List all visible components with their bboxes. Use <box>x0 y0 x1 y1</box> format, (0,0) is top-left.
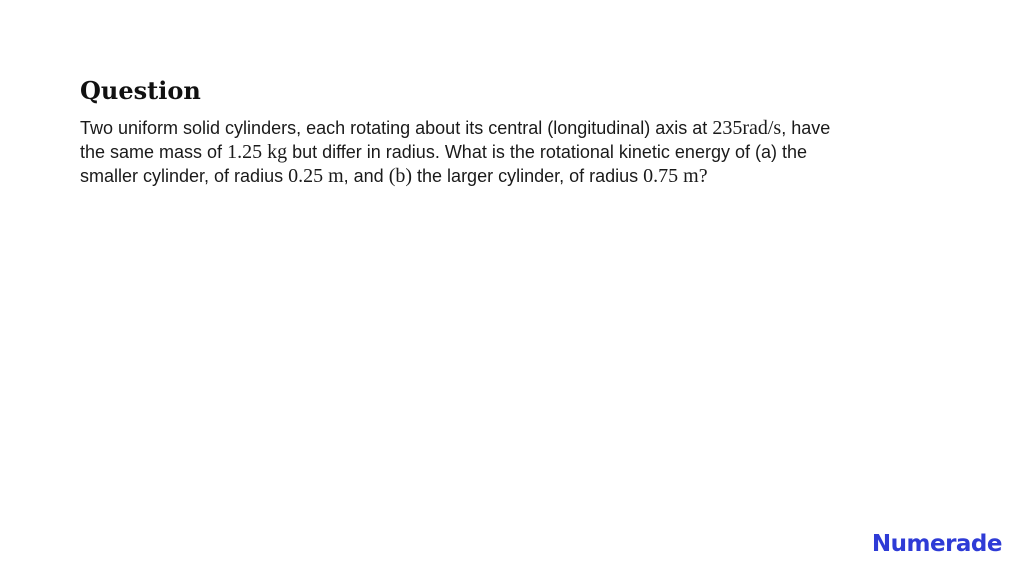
question-line-3 <box>80 164 940 188</box>
question-heading: Question <box>80 76 201 105</box>
question-text-segment: Two uniform solid cylinders, each rotating about its central (longitudinal) axis at <box>80 118 713 138</box>
question-text-segment: smaller cylinder, of radius <box>80 166 289 186</box>
question-text <box>80 116 940 188</box>
math-large-radius: 0.75 m <box>643 165 699 187</box>
math-small-radius: 0.25 m <box>288 165 344 187</box>
question-line-2 <box>80 140 940 164</box>
brand-name: Numerade <box>871 531 1002 557</box>
question-text-segment: but differ in radius. What is the rotational kinetic energy of (a) the <box>287 142 807 162</box>
math-angular-speed: 235rad/s <box>712 117 782 139</box>
question-text-segment: the same mass of <box>80 142 228 162</box>
question-text-segment: the larger cylinder, of radius <box>412 166 644 186</box>
question-line-1 <box>80 116 940 140</box>
question-text-segment: , and <box>343 166 389 186</box>
math-mass: 1.25 kg <box>227 141 288 163</box>
math-part-b: (b) <box>388 165 413 187</box>
question-text-segment: , have <box>781 118 831 138</box>
question-mark: ? <box>698 165 708 187</box>
numerade-logo <box>872 528 1002 560</box>
